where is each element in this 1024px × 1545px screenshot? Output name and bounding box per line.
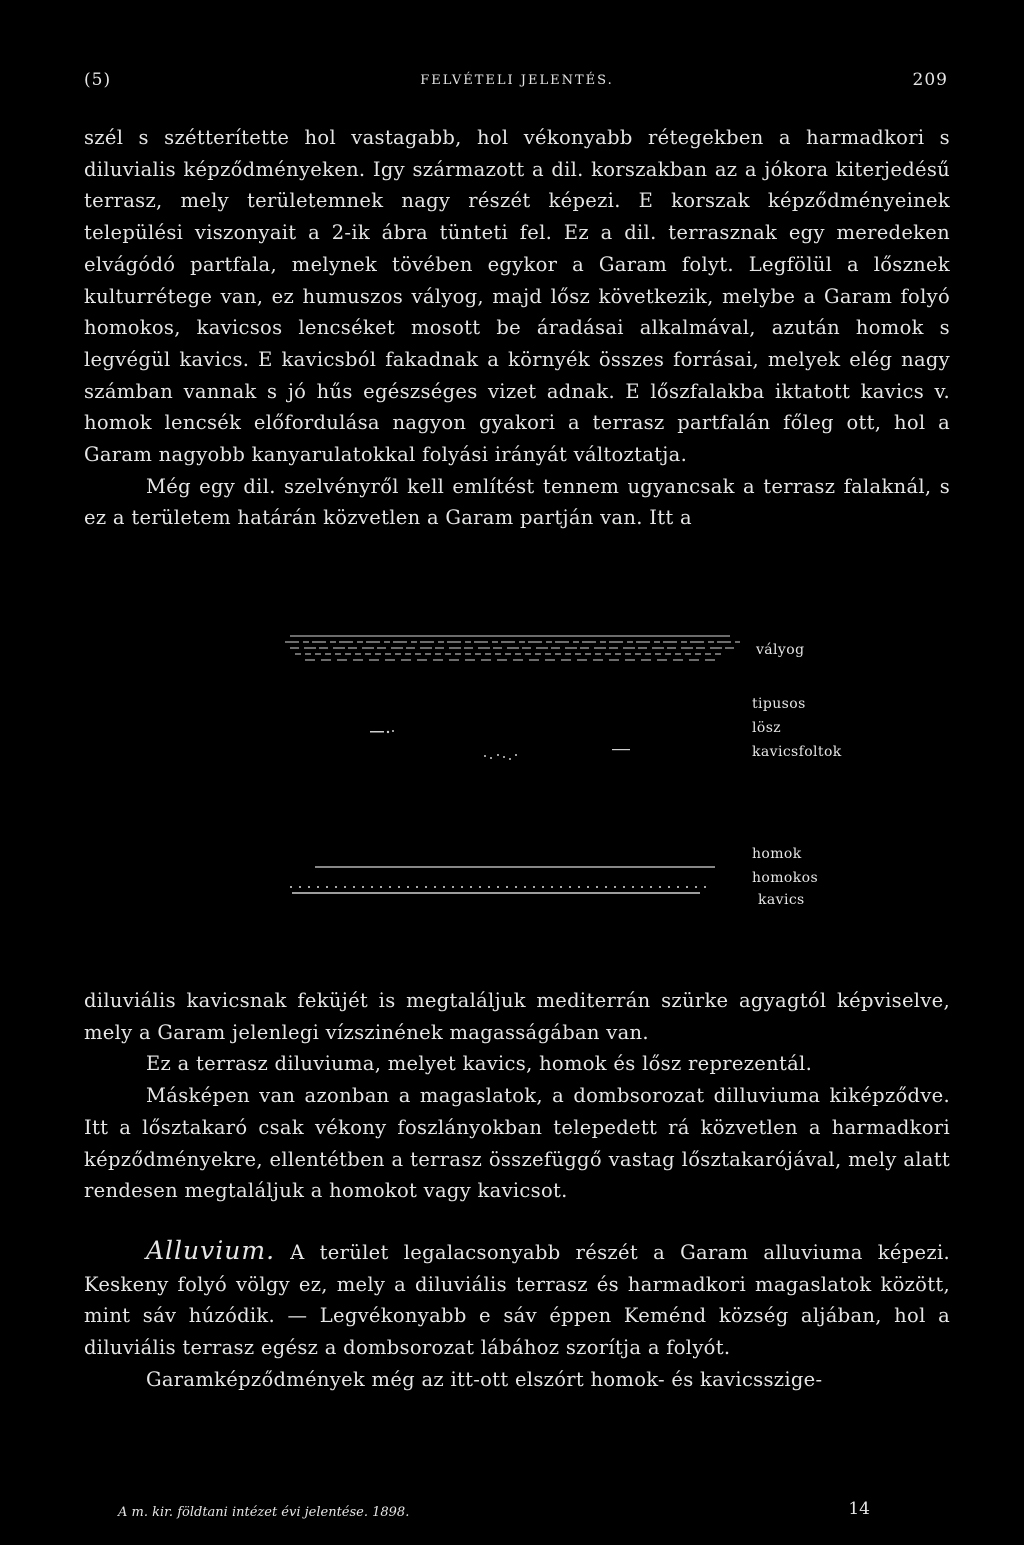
label-homok: homok	[752, 846, 802, 862]
running-title: FELVÉTELI JELENTÉS.	[420, 73, 614, 88]
label-kavics: kavics	[758, 892, 805, 908]
page-header	[84, 70, 950, 100]
label-kavicsfoltok: kavicsfoltok	[752, 744, 842, 760]
kavicsfoltok-marks	[370, 730, 630, 760]
homok-kavics-layers	[290, 867, 715, 893]
paragraph: diluviális kavicsnak feküjét is megtaláljuk mediterrán szürke agyagtól képviselve, mely a Garam jelenlegi vízszinének magasságában van.	[84, 989, 950, 1044]
body-text-bottom	[84, 985, 950, 1395]
alluvium-paragraph	[84, 1235, 950, 1364]
paragraph: Ez a terrasz diluviuma, melyet kavics, homok és lősz reprezentál.	[146, 1052, 813, 1076]
alluvium-heading: Alluvium.	[146, 1235, 276, 1265]
paragraph: Másképen van azonban a magaslatok, a dombsorozat dilluviuma kiképződve. Itt a lősztakaró csak vékony foszlányokban telepedett rá közvetlen a harmadkori képződményekre, ellentétben a terrasz összefüggő vastag lősztakarójával, mely alatt rendesen megtaláljuk a homokot vagy kavicsot.	[84, 1084, 950, 1203]
label-homokos: homokos	[752, 870, 819, 886]
page-footer	[118, 1499, 870, 1520]
valyog-layer	[285, 636, 740, 660]
paragraph: Garamképződmények még az itt-ott elszórt homok- és kavicsszige-	[146, 1367, 823, 1391]
section-number: (5)	[84, 70, 112, 90]
footer-text: A m. kir. földtani intézet évi jelentése. 1898.	[118, 1505, 410, 1520]
profile-figure	[270, 630, 750, 920]
label-tipusos: tipusos	[752, 696, 806, 712]
page-number: 209	[912, 70, 948, 90]
paragraph: szél s szétterítette hol vastagabb, hol vékonyabb rétegekben a harmadkori s diluvialis képződményeken. Igy származott a dil. korszakban az a jókora kiterjedésű terrasz, mely területemnek nagy részét képezi. E korszak képződményeinek települési viszonyait a 2-ik ábra tünteti fel. Ez a dil. terrasznak egy meredeken elvágódó partfala, melynek tövében egykor a Garam folyt. Legfölül a lősznek kulturrétege van, ez humuszos vályog, majd lősz következik, melybe a Garam folyó homokos, kavicsos lencséket mosott be áradásai alkalmával, azután homok s legvégül kavics. E kavicsból fakadnak a környék összes forrásai, melyek elég nagy számban vannak s jó hűs egészséges vizet adnak. E lőszfalakba iktatott kavics v. homok lencsék előfordulása nagyon gyakori a terrasz partfalán főleg ott, hol a Garam nagyobb kanyarulatokkal folyási irányát változtatja.	[84, 126, 950, 467]
alluvium-text: A terület legalacsonyabb részét a Garam alluviuma képezi. Keskeny folyó völgy ez, mely a diluviális terrasz és harmadkori magaslatok között, mint sáv húzódik. — Legvékonyabb e sáv éppen Keménd község aljában, hol a diluviális terrasz egész a dombsorozat lábához szorítja a folyót.	[84, 1240, 950, 1360]
body-text-top	[84, 122, 950, 534]
paragraph: Még egy dil. szelvényről kell említést tennem ugyancsak a terrasz falaknál, s ez a területem határán közvetlen a Garam partján van. Itt a	[84, 474, 950, 530]
signature-number: 14	[848, 1499, 870, 1519]
label-losz: lösz	[752, 720, 782, 736]
label-valyog: vályog	[756, 642, 805, 658]
